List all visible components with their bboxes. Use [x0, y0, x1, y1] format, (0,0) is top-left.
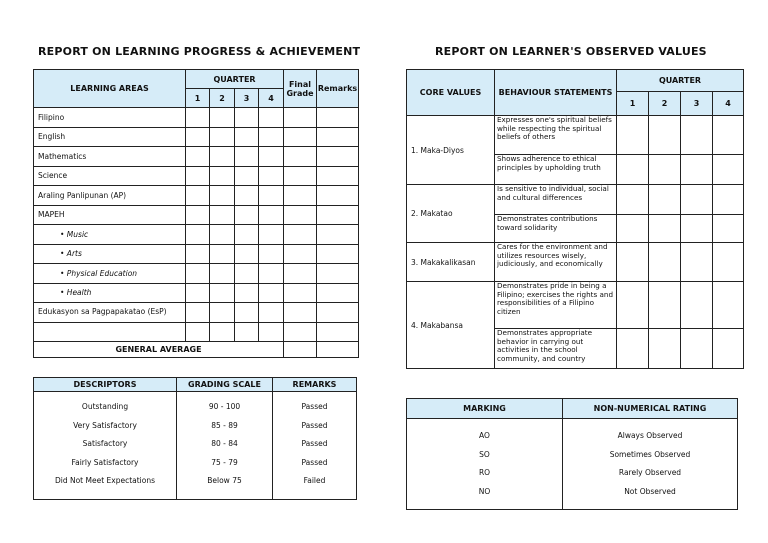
header-behaviour: BEHAVIOUR STATEMENTS [495, 70, 617, 116]
rating-text: Sometimes Observed [609, 449, 691, 459]
grade-cell-q4[interactable] [259, 303, 284, 323]
grade-cell-remarks[interactable] [317, 244, 359, 264]
rating-text: Not Observed [624, 486, 676, 496]
grade-cell-final[interactable] [284, 166, 317, 186]
descriptor-text: Outstanding [81, 402, 129, 411]
grade-cell-q2[interactable] [210, 264, 235, 284]
behaviour-statement: Demonstrates pride in being a Filipino; exercises the rights and responsibilities of a Filipino citizen [495, 282, 617, 329]
header-values-q1: 1 [617, 92, 649, 116]
grade-cell-final[interactable] [284, 127, 317, 147]
value-rating-cell-q4[interactable] [713, 155, 744, 185]
grade-cell-q2[interactable] [210, 205, 235, 225]
grade-cell-q3[interactable] [235, 283, 259, 303]
grade-cell-q4[interactable] [259, 244, 284, 264]
value-rating-cell-q2[interactable] [649, 185, 681, 215]
header-q2: 2 [210, 89, 235, 108]
header-rating: NON-NUMERICAL RATING [563, 399, 738, 419]
subject-label [34, 323, 186, 342]
grade-cell-remarks[interactable] [317, 205, 359, 225]
grade-cell-final[interactable] [284, 147, 317, 167]
grade-cell-q4[interactable] [259, 264, 284, 284]
value-rating-cell-q3[interactable] [681, 282, 713, 329]
grade-cell-remarks[interactable] [317, 264, 359, 284]
subject-row [34, 303, 359, 323]
grading-scale-column [177, 392, 273, 500]
grade-cell-q3[interactable] [235, 205, 259, 225]
value-rating-cell-q4[interactable] [713, 243, 744, 282]
grading-scale-text: 85 - 89 [211, 420, 238, 430]
value-rating-cell-q1[interactable] [617, 243, 649, 282]
value-rating-cell-q1[interactable] [617, 282, 649, 329]
subject-label: Mathematics [34, 147, 186, 167]
header-core-values: CORE VALUES [407, 70, 495, 116]
grading-scale-text: 75 - 79 [211, 457, 238, 467]
descriptor-remarks-column [273, 392, 357, 500]
value-row [407, 282, 744, 329]
grade-cell-final[interactable] [284, 244, 317, 264]
descriptor-text: Very Satisfactory [73, 420, 137, 430]
grade-cell-q4[interactable] [259, 108, 284, 128]
grade-cell-final[interactable] [284, 186, 317, 206]
header-learning-areas: LEARNING AREAS [34, 70, 186, 108]
value-rating-cell-q1[interactable] [617, 155, 649, 185]
subject-row [34, 127, 359, 147]
subject-label: MAPEH [34, 205, 186, 225]
marking-column [407, 419, 563, 510]
behaviour-statement: Demonstrates appropriate behavior in carrying out activities in the school community, and country [495, 329, 617, 369]
progress-table [33, 69, 359, 358]
grade-cell-q3[interactable] [235, 147, 259, 167]
header-marking: MARKING [407, 399, 563, 419]
header-q4: 4 [259, 89, 284, 108]
descriptor-text: Fairly Satisfactory [71, 457, 139, 467]
grade-cell-remarks[interactable] [317, 225, 359, 245]
grade-cell-q1[interactable] [186, 225, 210, 245]
rating-text: Rarely Observed [618, 468, 682, 477]
header-grading-scale: GRADING SCALE [177, 378, 273, 392]
header-final-grade: Final Grade [284, 70, 317, 108]
grade-cell-q3[interactable] [235, 186, 259, 206]
grade-cell-q4[interactable] [259, 205, 284, 225]
subject-label: Filipino [34, 108, 186, 128]
value-rating-cell-q4[interactable] [713, 329, 744, 369]
descriptor-remarks-text: Passed [301, 402, 328, 411]
grade-cell-remarks[interactable] [317, 323, 359, 342]
descriptors-table [33, 377, 357, 500]
grade-cell-final[interactable] [284, 303, 317, 323]
grade-cell-q4[interactable] [259, 166, 284, 186]
grade-cell-q2[interactable] [210, 244, 235, 264]
marking-code: SO [479, 449, 490, 459]
descriptor-remarks-text: Passed [301, 457, 328, 467]
subject-row [34, 225, 359, 245]
general-average-final[interactable] [284, 342, 317, 358]
grade-cell-q4[interactable] [259, 225, 284, 245]
value-row [407, 116, 744, 155]
grade-cell-q3[interactable] [235, 225, 259, 245]
grade-cell-q2[interactable] [210, 303, 235, 323]
marking-code: RO [478, 468, 491, 477]
grade-cell-final[interactable] [284, 283, 317, 303]
grading-scale-text: 90 - 100 [208, 402, 241, 411]
grade-cell-q2[interactable] [210, 225, 235, 245]
subject-label: Science [34, 166, 186, 186]
values-table [406, 69, 744, 369]
core-value-name: 4. Makabansa [407, 282, 495, 369]
grade-cell-remarks[interactable] [317, 186, 359, 206]
grade-cell-q3[interactable] [235, 244, 259, 264]
grade-cell-final[interactable] [284, 108, 317, 128]
grade-cell-final[interactable] [284, 323, 317, 342]
value-rating-cell-q4[interactable] [713, 215, 744, 243]
value-row [407, 243, 744, 282]
general-average-remarks[interactable] [317, 342, 359, 358]
header-descriptors: DESCRIPTORS [34, 378, 177, 392]
subject-row [34, 323, 359, 342]
behaviour-statement: Shows adherence to ethical principles by upholding truth [495, 155, 617, 185]
header-q3: 3 [235, 89, 259, 108]
grade-cell-q2[interactable] [210, 283, 235, 303]
value-rating-cell-q2[interactable] [649, 155, 681, 185]
descriptor-text: Did Not Meet Expectations [54, 476, 156, 485]
value-rating-cell-q2[interactable] [649, 282, 681, 329]
value-rating-cell-q2[interactable] [649, 243, 681, 282]
subject-row [34, 244, 359, 264]
grade-cell-q3[interactable] [235, 264, 259, 284]
descriptor-remarks-text: Failed [303, 476, 326, 485]
subject-row [34, 264, 359, 284]
grade-cell-remarks[interactable] [317, 108, 359, 128]
value-rating-cell-q4[interactable] [713, 185, 744, 215]
grade-cell-q1[interactable] [186, 283, 210, 303]
value-rating-cell-q3[interactable] [681, 155, 713, 185]
rating-text: Always Observed [617, 431, 683, 440]
grade-cell-q3[interactable] [235, 127, 259, 147]
subject-label: Edukasyon sa Pagpapakatao (EsP) [34, 303, 186, 323]
grade-cell-q3[interactable] [235, 323, 259, 342]
grade-cell-q3[interactable] [235, 108, 259, 128]
value-rating-cell-q1[interactable] [617, 116, 649, 155]
behaviour-statement: Demonstrates contributions toward solidarity [495, 215, 617, 243]
header-quarter: QUARTER [186, 70, 284, 89]
grade-cell-remarks[interactable] [317, 283, 359, 303]
grade-cell-final[interactable] [284, 225, 317, 245]
behaviour-statement: Expresses one's spiritual beliefs while respecting the spiritual beliefs of others [495, 116, 617, 155]
grade-cell-q1[interactable] [186, 186, 210, 206]
grade-cell-q3[interactable] [235, 303, 259, 323]
marking-table [406, 398, 738, 510]
value-rating-cell-q1[interactable] [617, 215, 649, 243]
grade-cell-q1[interactable] [186, 127, 210, 147]
subject-label: English [34, 127, 186, 147]
subject-label: • Arts [34, 244, 186, 264]
grade-cell-q1[interactable] [186, 264, 210, 284]
grade-cell-q4[interactable] [259, 127, 284, 147]
grade-cell-q2[interactable] [210, 147, 235, 167]
grade-cell-q1[interactable] [186, 166, 210, 186]
grade-cell-q2[interactable] [210, 166, 235, 186]
header-descriptor-remarks: REMARKS [273, 378, 357, 392]
grade-cell-q2[interactable] [210, 323, 235, 342]
value-rating-cell-q2[interactable] [649, 215, 681, 243]
values-title: REPORT ON LEARNER'S OBSERVED VALUES [435, 45, 707, 58]
descriptor-remarks-text: Passed [301, 420, 328, 430]
value-rating-cell-q2[interactable] [649, 329, 681, 369]
progress-title: REPORT ON LEARNING PROGRESS & ACHIEVEMENT [38, 45, 361, 58]
grade-cell-remarks[interactable] [317, 303, 359, 323]
grade-cell-q2[interactable] [210, 186, 235, 206]
value-rating-cell-q1[interactable] [617, 329, 649, 369]
marking-code: AO [479, 431, 490, 440]
grade-cell-q4[interactable] [259, 186, 284, 206]
header-values-q4: 4 [713, 92, 744, 116]
subject-label: • Music [34, 225, 186, 245]
behaviour-statement: Is sensitive to individual, social and cultural differences [495, 185, 617, 215]
grade-cell-final[interactable] [284, 264, 317, 284]
header-q1: 1 [186, 89, 210, 108]
descriptor-remarks-text: Passed [301, 439, 328, 448]
header-remarks: Remarks [317, 70, 359, 108]
grade-cell-q1[interactable] [186, 323, 210, 342]
value-rating-cell-q4[interactable] [713, 282, 744, 329]
value-rating-cell-q1[interactable] [617, 185, 649, 215]
grade-cell-q4[interactable] [259, 283, 284, 303]
grading-scale-text: 80 - 84 [211, 439, 238, 448]
grade-cell-remarks[interactable] [317, 127, 359, 147]
value-rating-cell-q2[interactable] [649, 116, 681, 155]
grade-cell-remarks[interactable] [317, 147, 359, 167]
grade-cell-q1[interactable] [186, 147, 210, 167]
value-rating-cell-q4[interactable] [713, 116, 744, 155]
grade-cell-q4[interactable] [259, 147, 284, 167]
value-rating-cell-q3[interactable] [681, 215, 713, 243]
subject-row [34, 283, 359, 303]
core-value-name: 1. Maka-Diyos [407, 116, 495, 185]
value-rating-cell-q3[interactable] [681, 243, 713, 282]
subject-row [34, 205, 359, 225]
core-value-name: 3. Makakalikasan [407, 243, 495, 282]
value-rating-cell-q3[interactable] [681, 116, 713, 155]
value-row [407, 185, 744, 215]
value-rating-cell-q3[interactable] [681, 185, 713, 215]
subject-row [34, 147, 359, 167]
grade-cell-q1[interactable] [186, 205, 210, 225]
behaviour-statement: Cares for the environment and utilizes resources wisely, judiciously, and economically [495, 243, 617, 282]
grade-cell-q2[interactable] [210, 108, 235, 128]
subject-label: Araling Panlipunan (AP) [34, 186, 186, 206]
grade-cell-q4[interactable] [259, 323, 284, 342]
value-rating-cell-q3[interactable] [681, 329, 713, 369]
grade-cell-q1[interactable] [186, 244, 210, 264]
subject-label: • Health [34, 283, 186, 303]
descriptor-column [34, 392, 177, 500]
header-values-q2: 2 [649, 92, 681, 116]
grading-scale-text: Below 75 [207, 476, 242, 485]
grade-cell-q2[interactable] [210, 127, 235, 147]
subject-row [34, 108, 359, 128]
header-values-quarter: QUARTER [617, 70, 744, 92]
core-value-name: 2. Makatao [407, 185, 495, 243]
descriptor-text: Satisfactory [82, 439, 128, 448]
grade-cell-q1[interactable] [186, 303, 210, 323]
subject-label: • Physical Education [34, 264, 186, 284]
subject-row [34, 166, 359, 186]
grade-cell-final[interactable] [284, 205, 317, 225]
rating-column [563, 419, 738, 510]
header-values-q3: 3 [681, 92, 713, 116]
grade-cell-remarks[interactable] [317, 166, 359, 186]
subject-row [34, 186, 359, 206]
marking-code: NO [478, 486, 491, 496]
general-average-label: GENERAL AVERAGE [34, 342, 284, 358]
grade-cell-q1[interactable] [186, 108, 210, 128]
grade-cell-q3[interactable] [235, 166, 259, 186]
